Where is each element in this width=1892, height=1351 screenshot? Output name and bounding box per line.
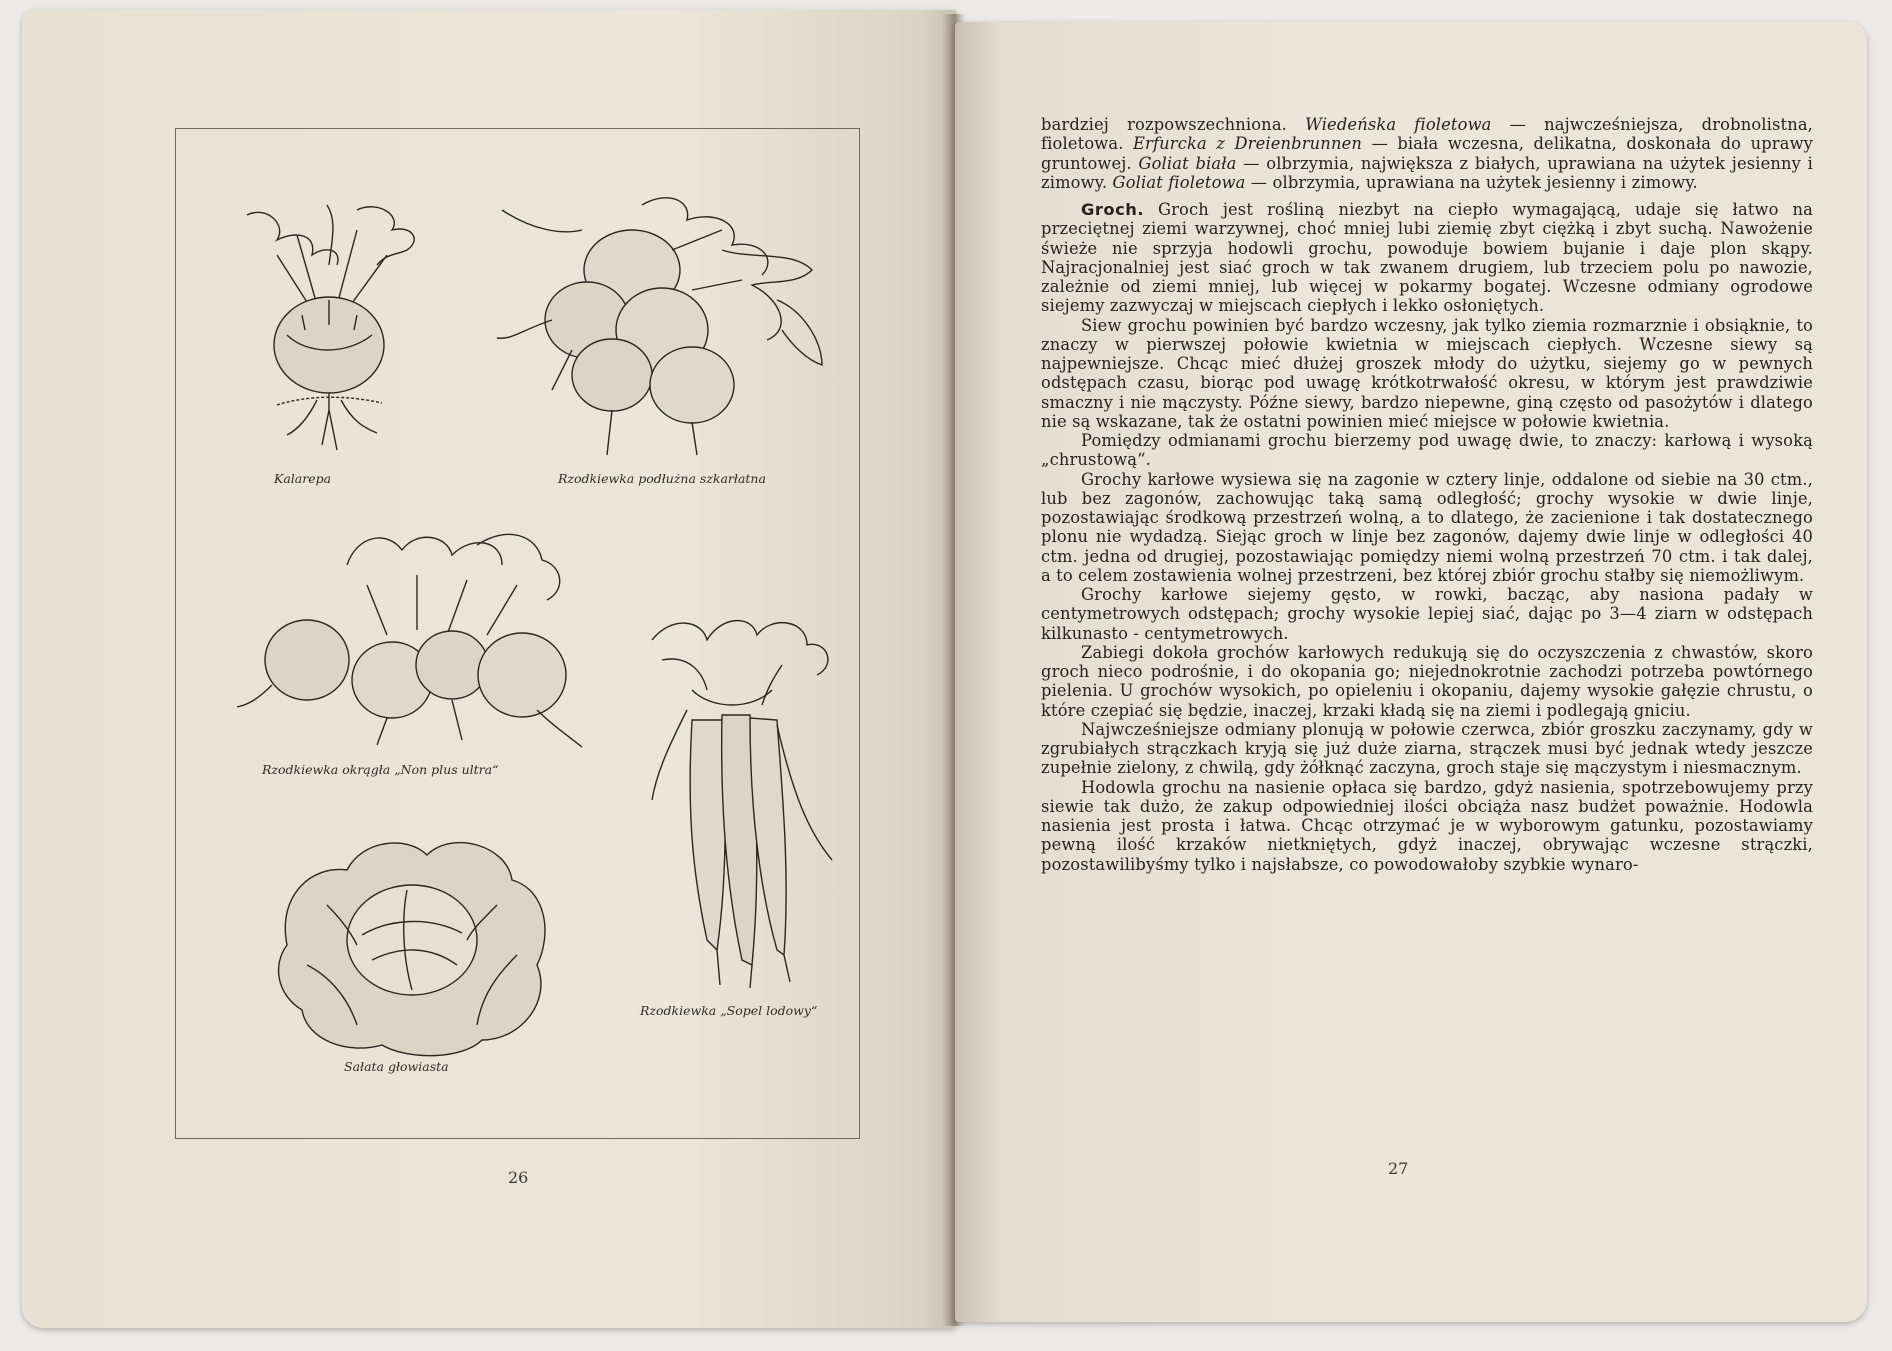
left-page (22, 10, 957, 1328)
page-number-right: 27 (1388, 1159, 1409, 1178)
paragraph: Hodowla grochu na nasienie opłaca się bardzo, gdyż nasienia, spotrzebowujemy przy siewie tak dużo, że zakup odpowiedniej ilości obciąża nasz budżet poważnie. Hodowla nasienia jest prosta i łatwa. Chcąc otrzymać je w wyborowym gatunku, pozostawiamy pewną ilość krzaków nietkniętych, gdyż inaczej, obrywając wczesne strączki, pozostawilibyśmy tylko i najsłabsze, co powodowałoby szybkie wynaro- (1041, 777, 1813, 874)
lettuce-illustration (267, 825, 557, 1060)
kohlrabi-illustration (217, 195, 437, 455)
long-radish-illustration (492, 190, 862, 460)
caption-rzodkiewka-okragla: Rzodkiewka okrągła „Non plus ultra“ (262, 762, 499, 777)
paragraph: Grochy karłowe wysiewa się na zagonie w cztery linje, oddalone od siebie na 30 ctm., lub bez zagonów, zachowując taką samą odległość; grochy wysokie w dwie linje, pozostawiając środkową przestrzeń wolną, a to dlatego, że zacienione i tak dostatecznego plonu nie wydadzą. Siejąc groch w linje bez zagonów, dajemy dwie linje w odległości 40 ctm. jedna od drugiej, pozostawiając pomiędzy niemi wolną przestrzeń 70 ctm. i tak dalej, a to celem zostawienia wolnej przestrzeni, bez której zbiór grochu stałby się niemożliwym. (1041, 469, 1813, 585)
paragraph: Najwcześniejsze odmiany plonują w połowie czerwca, zbiór groszku zaczynamy, gdy w zgrubiałych strączkach kryją się już duże ziarna, strączek musi być jednak wtedy jeszcze zupełnie zielony, z chwilą, gdy żółknąć zaczyna, groch staje się mączystym i niesmacznym. (1041, 719, 1813, 778)
groch-paragraph: Groch. Groch jest rośliną niezbyt na ciepło wymagającą, udaje się łatwo na przeciętnej ziemi warzywnej, choć mniej lubi ziemię zbyt ciężką i zbyt suchą. Nawożenie świeże nie sprzyja hodowli grochu, powoduje bowiem bujanie i daje plon skąpy. Najracjonalniej jest siać groch w tak zwanem drugiem, lub trzeciem polu po nawozie, zależnie od ziemi mniej, lub więcej w pokarmy bogatej. Wczesne odmiany ogrodowe siejemy zazwyczaj w miejscach ciepłych i lekko osłoniętych. (1041, 200, 1813, 316)
paragraph: Zabiegi dokoła grochów karłowych redukują się do oczyszczenia z chwastów, skoro groch nieco podrośnie, i do okopania go; niejednokrotnie zachodzi potrzeba powtórnego pielenia. U grochów wysokich, po opieleniu i okopaniu, dajemy wysokie gałęzie chrustu, o które czepiać się będzie, inaczej, krzaki kładą się na ziemi i podlegają gniciu. (1041, 642, 1813, 720)
right-page (955, 22, 1867, 1322)
page-number-left: 26 (508, 1168, 529, 1187)
section-heading-groch: Groch. (1081, 200, 1145, 219)
round-radish-illustration (237, 525, 597, 755)
caption-salata: Sałata głowiasta (344, 1059, 449, 1074)
caption-kalarepa: Kalarepa (274, 471, 332, 486)
paragraph: Grochy karłowe siejemy gęsto, w rowki, bacząc, aby nasiona padały w centymetrowych odstępach; grochy wysokie lepiej siać, dając po 3—4 ziarn w odstępach kilkunasto - centymetrowych. (1041, 585, 1813, 643)
body-text (1041, 115, 1813, 874)
caption-rzodkiewka-podluzna: Rzodkiewka podłużna szkarłatna (558, 471, 766, 486)
icicle-radish-illustration (632, 610, 852, 990)
caption-rzodkiewka-sopel: Rzodkiewka „Sopel lodowy“ (640, 1003, 818, 1018)
paragraph: Pomiędzy odmianami grochu bierzemy pod uwagę dwie, to znaczy: karłową i wysoką „chrustową“. (1041, 431, 1813, 470)
paragraph: Siew grochu powinien być bardzo wczesny, jak tylko ziemia rozmarznie i obsiąknie, to znaczy w pierwszej połowie kwietnia w miejscach ciepłych. Wczesne siewy są najpewniejsze. Chcąc mieć dłużej groszek młody do użytku, siejemy go w pewnych odstępach czasu, biorąc pod uwagę krótkotrwałość okresu, w którym jest prawdziwie smaczny i nie mączysty. Późne siewy, bardzo niepewne, giną często od pasożytów i dlatego nie są wskazane, tak że ostatni powinien mieć miejsce w połowie kwietnia. (1041, 315, 1813, 431)
intro-paragraph: bardziej rozpowszechniona. Wiedeńska fioletowa — najwcześniejsza, drobnolistna, fioletowa. Erfurcka z Dreienbrunnen — biała wczesna, delikatna, doskonała do uprawy gruntowej. Goliat biała — olbrzymia, największa z białych, uprawiana na użytek jesienny i zimowy. Goliat fioletowa — olbrzymia, uprawiana na użytek jesienny i zimowy. (1041, 115, 1814, 192)
